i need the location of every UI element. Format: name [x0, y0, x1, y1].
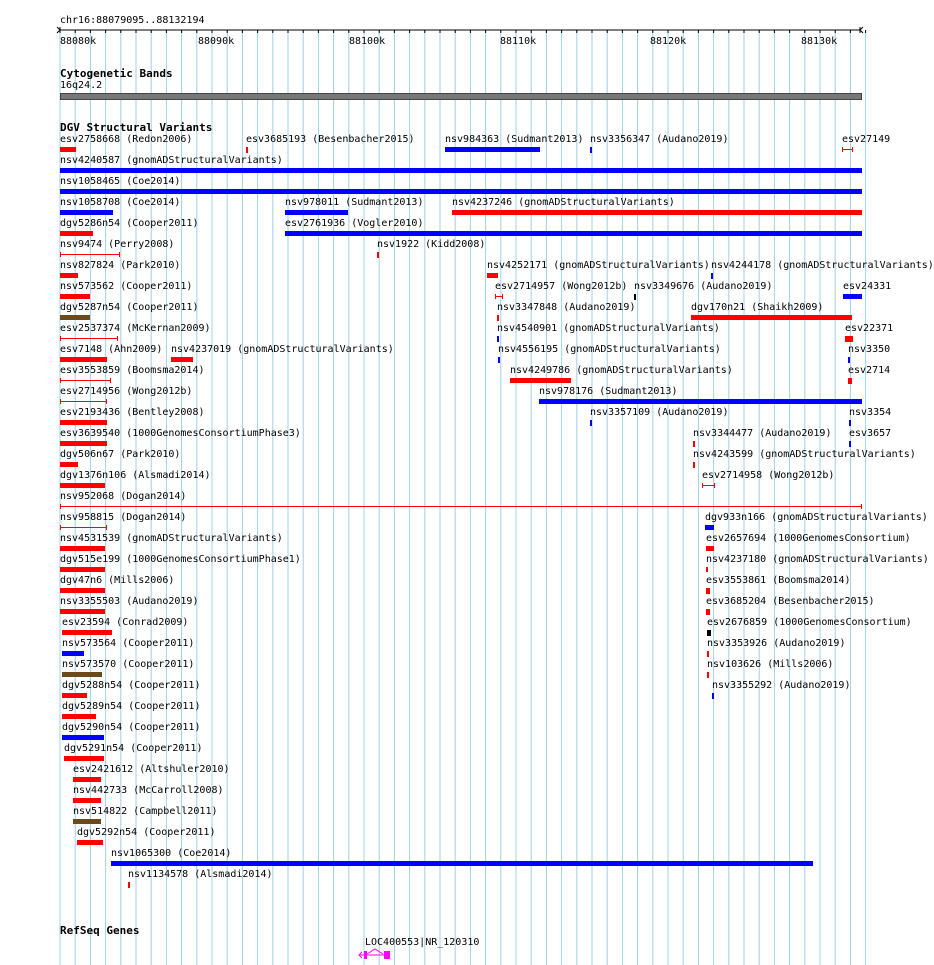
variant-bar[interactable] — [285, 210, 348, 215]
variant-label: nsv4237246 (gnomADStructuralVariants) — [452, 197, 675, 208]
variant-bar[interactable] — [60, 189, 862, 194]
cytoband-label: 16q24.2 — [60, 80, 103, 91]
variant-label: nsv4556195 (gnomADStructuralVariants) — [498, 344, 721, 355]
location-label: chr16:88079095..88132194 — [60, 15, 205, 26]
variant-bar[interactable] — [497, 315, 499, 321]
variant-bar[interactable] — [62, 714, 96, 719]
ruler-tick-label: 88120k — [650, 36, 687, 47]
variant-bar[interactable] — [60, 273, 78, 278]
variant-bar[interactable] — [849, 441, 851, 447]
variant-label: nsv978176 (Sudmant2013) — [539, 386, 678, 397]
variant-label: nsv1922 (Kidd2008) — [377, 239, 486, 250]
variant-label: nsv4249786 (gnomADStructuralVariants) — [510, 365, 733, 376]
variant-label: dgv1376n106 (Alsmadi2014) — [60, 470, 211, 481]
variant-label: nsv3353926 (Audano2019) — [707, 638, 846, 649]
variant-end — [60, 525, 61, 530]
variant-label: nsv978011 (Sudmant2013) — [285, 197, 424, 208]
variant-bar[interactable] — [445, 147, 540, 152]
variant-label: esv3553859 (Boomsma2014) — [60, 365, 205, 376]
variant-bar[interactable] — [693, 462, 695, 468]
variant-label: nsv827824 (Park2010) — [60, 260, 181, 271]
variant-bar[interactable] — [711, 273, 713, 279]
variant-label: nsv3347848 (Audano2019) — [497, 302, 636, 313]
variant-label: nsv3355503 (Audano2019) — [60, 596, 199, 607]
variant-label: esv3657 — [849, 428, 892, 439]
variant-bar[interactable] — [64, 756, 104, 761]
variant-bar[interactable] — [73, 798, 101, 803]
variant-label: nsv442733 (McCarroll2008) — [73, 785, 224, 796]
variant-bar[interactable] — [62, 630, 112, 635]
variant-label: nsv3356347 (Audano2019) — [590, 134, 729, 145]
variant-label: nsv952068 (Dogan2014) — [60, 491, 187, 502]
variant-bar[interactable] — [510, 378, 571, 383]
variant-label: nsv573570 (Cooper2011) — [62, 659, 195, 670]
variant-label: dgv5287n54 (Cooper2011) — [60, 302, 199, 313]
variant-bar[interactable] — [706, 588, 710, 594]
variant-bar[interactable] — [62, 693, 87, 698]
variant-end — [60, 336, 61, 341]
variant-bar[interactable] — [705, 525, 714, 530]
variant-label: nsv984363 (Sudmant2013) — [445, 134, 584, 145]
variant-bar[interactable] — [60, 609, 105, 614]
variant-bar[interactable] — [62, 735, 104, 740]
variant-end — [852, 147, 853, 152]
variant-label: nsv3349676 (Audano2019) — [634, 281, 773, 292]
variant-bar[interactable] — [707, 630, 711, 636]
variant-bar[interactable] — [60, 483, 105, 488]
variant-bar[interactable] — [73, 819, 101, 824]
variant-label: nsv9474 (Perry2008) — [60, 239, 175, 250]
variant-bar[interactable] — [60, 147, 76, 152]
variant-bar[interactable] — [845, 336, 853, 342]
variant-label: esv22371 — [845, 323, 894, 334]
variant-label: nsv4531539 (gnomADStructuralVariants) — [60, 533, 283, 544]
variant-label: esv23594 (Conrad2009) — [62, 617, 189, 628]
ruler-tick-label: 88100k — [349, 36, 386, 47]
variant-end — [495, 294, 496, 299]
variant-label: esv27149 — [842, 134, 891, 145]
variant-label: nsv4237180 (gnomADStructuralVariants) — [706, 554, 929, 565]
variant-label: esv3685204 (Besenbacher2015) — [706, 596, 875, 607]
variant-span[interactable] — [60, 401, 107, 402]
variant-bar[interactable] — [285, 231, 862, 236]
variant-end — [714, 483, 715, 488]
variant-bar[interactable] — [60, 357, 107, 362]
variant-label: nsv3350 — [848, 344, 891, 355]
variant-span[interactable] — [60, 254, 120, 255]
variant-bar[interactable] — [60, 462, 78, 467]
variant-label: nsv1058465 (Coe2014) — [60, 176, 181, 187]
variant-label: dgv47n6 (Mills2006) — [60, 575, 175, 586]
variant-end — [60, 378, 61, 383]
variant-end — [861, 504, 862, 509]
variant-end — [60, 504, 61, 509]
variant-label: nsv4540901 (gnomADStructuralVariants) — [497, 323, 720, 334]
cytoband-track-title: Cytogenetic Bands — [60, 67, 173, 80]
variant-label: nsv103626 (Mills2006) — [707, 659, 834, 670]
variant-label: nsv3354 — [849, 407, 892, 418]
variant-label: esv2714 — [848, 365, 891, 376]
variant-label: esv2657694 (1000GenomesConsortium) — [706, 533, 911, 544]
variant-label: esv2676859 (1000GenomesConsortium) — [707, 617, 912, 628]
variant-bar[interactable] — [590, 420, 592, 426]
variant-end — [106, 525, 107, 530]
variant-bar[interactable] — [706, 609, 710, 615]
variant-label: esv7148 (Ahn2009) — [60, 344, 163, 355]
variant-label: esv3553861 (Boomsma2014) — [706, 575, 851, 586]
variant-label: esv24331 — [843, 281, 892, 292]
variant-label: nsv514822 (Campbell2011) — [73, 806, 218, 817]
variant-bar[interactable] — [60, 294, 90, 299]
variant-bar[interactable] — [849, 420, 851, 426]
variant-label: dgv5290n54 (Cooper2011) — [62, 722, 201, 733]
variant-label: nsv958815 (Dogan2014) — [60, 512, 187, 523]
gene-label: LOC400553|NR_120310 — [365, 937, 480, 948]
variant-label: dgv506n67 (Park2010) — [60, 449, 181, 460]
variant-span[interactable] — [60, 338, 118, 339]
variant-label: dgv5286n54 (Cooper2011) — [60, 218, 199, 229]
variant-end — [117, 336, 118, 341]
variant-span[interactable] — [60, 380, 111, 381]
variant-bar[interactable] — [171, 357, 193, 362]
variant-bar[interactable] — [60, 567, 105, 572]
variant-label: esv2421612 (Altshuler2010) — [73, 764, 230, 775]
variant-label: esv2714957 (Wong2012b) — [495, 281, 628, 292]
variant-label: esv2193436 (Bentley2008) — [60, 407, 205, 418]
variant-label: nsv4244178 (gnomADStructuralVariants) — [711, 260, 934, 271]
variant-label: dgv5288n54 (Cooper2011) — [62, 680, 201, 691]
variant-end — [119, 252, 120, 257]
variant-bar[interactable] — [60, 168, 862, 173]
variant-bar[interactable] — [706, 546, 714, 551]
variant-label: nsv4237019 (gnomADStructuralVariants) — [171, 344, 394, 355]
dgv-track-title: DGV Structural Variants — [60, 121, 213, 134]
variant-label: nsv4243599 (gnomADStructuralVariants) — [693, 449, 916, 460]
variant-label: nsv4240587 (gnomADStructuralVariants) — [60, 155, 283, 166]
variant-end — [106, 399, 107, 404]
variant-label: nsv3357109 (Audano2019) — [590, 407, 729, 418]
variant-label: nsv1058708 (Coe2014) — [60, 197, 181, 208]
variant-bar[interactable] — [706, 567, 708, 572]
variant-label: esv3639540 (1000GenomesConsortiumPhase3) — [60, 428, 301, 439]
variant-bar[interactable] — [707, 672, 709, 678]
variant-bar[interactable] — [60, 315, 90, 320]
variant-label: dgv933n166 (gnomADStructuralVariants) — [705, 512, 928, 523]
variant-label: dgv5289n54 (Cooper2011) — [62, 701, 201, 712]
variant-bar[interactable] — [712, 693, 714, 699]
variant-end — [502, 294, 503, 299]
variant-label: esv2537374 (McKernan2009) — [60, 323, 211, 334]
variant-bar[interactable] — [693, 441, 695, 447]
variant-bar[interactable] — [707, 651, 709, 657]
variant-end — [842, 147, 843, 152]
variant-end — [60, 399, 61, 404]
variant-label: nsv4252171 (gnomADStructuralVariants) — [487, 260, 710, 271]
variant-end — [60, 252, 61, 257]
variant-bar[interactable] — [848, 378, 852, 384]
variant-bar[interactable] — [246, 147, 248, 153]
variant-label: nsv573562 (Cooper2011) — [60, 281, 193, 292]
variant-label: dgv5291n54 (Cooper2011) — [64, 743, 203, 754]
variant-bar[interactable] — [691, 315, 852, 320]
ruler-tick-label: 88130k — [801, 36, 838, 47]
variant-label: nsv3355292 (Audano2019) — [712, 680, 851, 691]
variant-bar[interactable] — [487, 273, 498, 278]
variant-label: nsv573564 (Cooper2011) — [62, 638, 195, 649]
ruler-tick-label: 88080k — [60, 36, 97, 47]
variant-bar[interactable] — [377, 252, 379, 258]
variant-label: dgv170n21 (Shaikh2009) — [691, 302, 824, 313]
ruler-tick-label: 88090k — [198, 36, 235, 47]
variant-bar[interactable] — [62, 672, 102, 677]
refseq-track-title: RefSeq Genes — [60, 924, 140, 937]
variant-label: nsv1134578 (Alsmadi2014) — [128, 869, 273, 880]
variant-label: esv3685193 (Besenbacher2015) — [246, 134, 415, 145]
variant-bar[interactable] — [60, 546, 105, 551]
variant-bar[interactable] — [634, 294, 636, 300]
variant-label: esv2714956 (Wong2012b) — [60, 386, 193, 397]
variant-bar[interactable] — [498, 357, 500, 363]
ruler-tick-label: 88110k — [500, 36, 537, 47]
variant-end — [702, 483, 703, 488]
variant-bar[interactable] — [111, 861, 813, 866]
variant-bar[interactable] — [73, 777, 101, 782]
gene-model[interactable] — [355, 948, 395, 962]
variant-label: esv2758668 (Redon2006) — [60, 134, 193, 145]
variant-span[interactable] — [60, 527, 107, 528]
variant-label: dgv5292n54 (Cooper2011) — [77, 827, 216, 838]
variant-bar[interactable] — [539, 399, 862, 404]
variant-label: nsv3344477 (Audano2019) — [693, 428, 832, 439]
variant-label: nsv1065300 (Coe2014) — [111, 848, 232, 859]
variant-bar[interactable] — [128, 882, 130, 888]
variant-bar[interactable] — [60, 420, 107, 425]
variant-bar[interactable] — [77, 840, 103, 845]
variant-span[interactable] — [60, 506, 862, 507]
variant-label: esv2714958 (Wong2012b) — [702, 470, 835, 481]
variant-bar[interactable] — [848, 357, 850, 363]
variant-bar[interactable] — [62, 651, 84, 656]
variant-bar[interactable] — [590, 147, 592, 153]
variant-bar[interactable] — [497, 336, 499, 342]
variant-label: esv2761936 (Vogler2010) — [285, 218, 424, 229]
variant-label: dgv515e199 (1000GenomesConsortiumPhase1) — [60, 554, 301, 565]
variant-bar[interactable] — [60, 210, 113, 215]
variant-bar[interactable] — [60, 588, 105, 593]
variant-bar[interactable] — [452, 210, 862, 215]
variant-bar[interactable] — [60, 231, 93, 236]
variant-end — [110, 378, 111, 383]
variant-bar[interactable] — [843, 294, 862, 299]
variant-bar[interactable] — [60, 441, 107, 446]
